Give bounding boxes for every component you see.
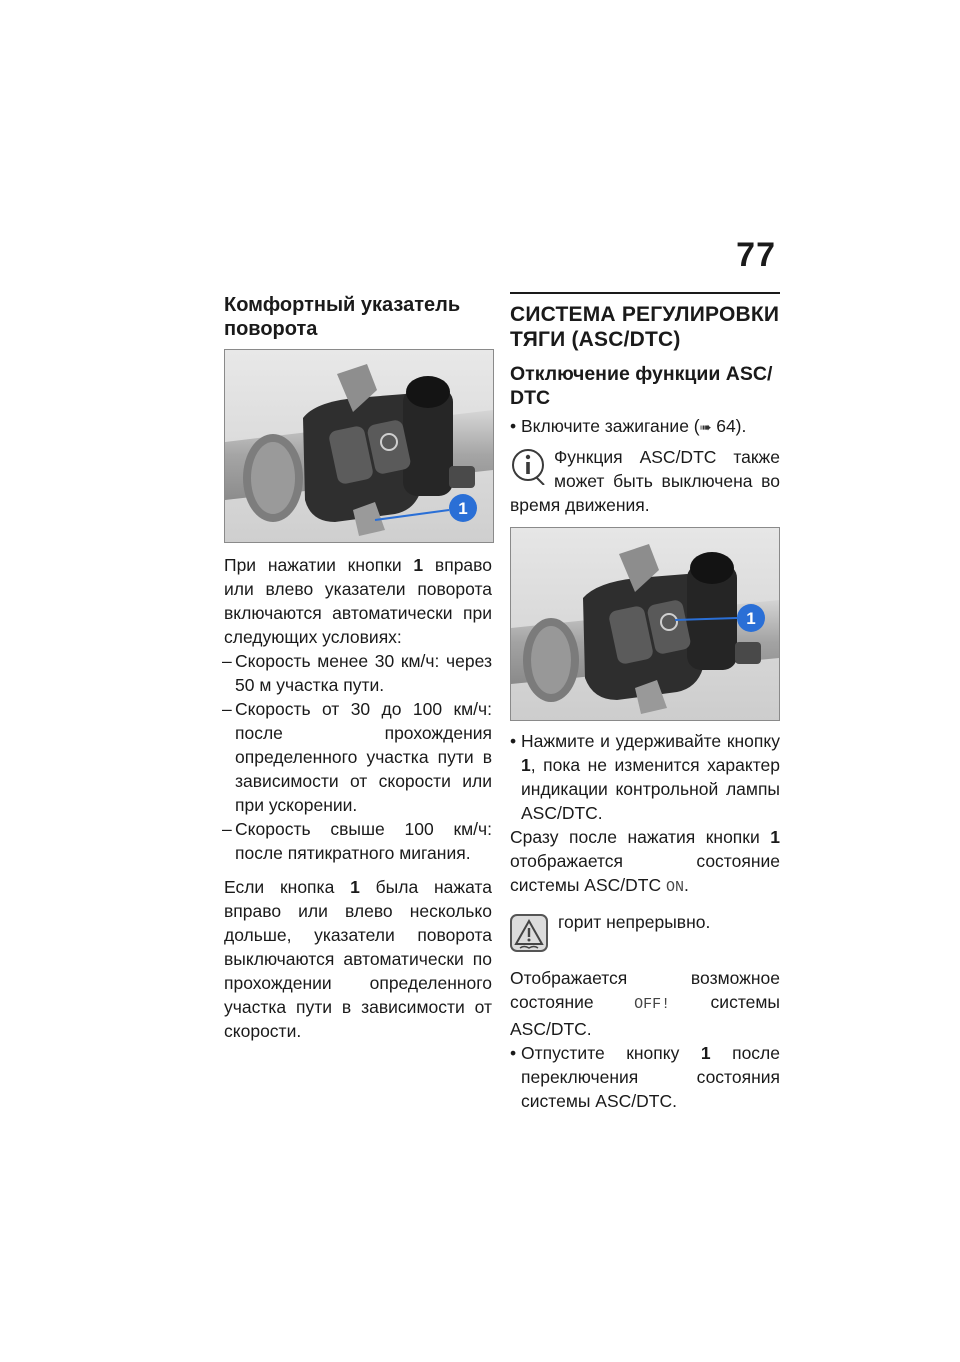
condition-item: – Скорость свыше 100 км/ч: после пятикратного мигания. xyxy=(222,819,492,863)
status-off-paragraph: Отображается возможное состояние OFF! системы ASC/DTC. xyxy=(510,968,780,1039)
section-divider xyxy=(510,292,780,294)
step-press-hold: • Нажмите и удерживайте кнопку 1, пока не изменится характер индикации контрольной лампы ASC/DTC. xyxy=(510,731,780,823)
status-on-paragraph: Сразу после нажатия кнопки 1 отображается состояние системы ASC/DTC ON. xyxy=(510,827,780,896)
subheading-disable-asc-dtc: Отключение функции ASC/ DTC xyxy=(510,363,773,409)
callout-1: 1 xyxy=(746,609,756,628)
warning-lamp-note: горит непрерывно. xyxy=(510,910,780,956)
long-press-paragraph: Если кнопка 1 была нажата вправо или влево несколько дольше, указатели поворота выключаются автоматически по прохождении определенного участка пути в зависимости от скорости. xyxy=(224,877,492,1041)
asc-dtc-warning-lamp-icon xyxy=(510,914,548,952)
left-column xyxy=(224,290,492,1043)
asc-dtc-button-illustration xyxy=(511,528,779,720)
heading-comfort-turn-signal: Комфортный указатель поворота xyxy=(224,294,461,340)
callout-1: 1 xyxy=(458,499,468,518)
section-title-asc-dtc: СИСТЕМА РЕГУЛИРОВКИ ТЯГИ (ASC/DTC) xyxy=(510,303,780,351)
intro-paragraph: При нажатии кнопки 1 вправо или влево указатели поворота включаются автоматически при следующих условиях: xyxy=(224,555,492,647)
condition-item: – Скорость менее 30 км/ч: через 50 м участка пути. xyxy=(222,651,492,695)
handlebar-switch-photo xyxy=(224,349,494,543)
page-number: 77 xyxy=(736,236,776,274)
asc-dtc-button-photo xyxy=(510,527,780,721)
page-ref-arrow-icon: ➠ xyxy=(699,419,712,435)
info-icon xyxy=(510,447,546,485)
condition-item: – Скорость от 30 до 100 км/ч: после прохождения определенного участка пути в зависимости от скорости или при ускорении. xyxy=(222,699,492,815)
handlebar-switch-illustration xyxy=(225,350,493,542)
info-note: Функция ASC/DTC также может быть выключена во время движения. xyxy=(510,447,780,515)
step-ignition: • Включите зажигание (➠ 64). xyxy=(510,416,747,436)
right-column xyxy=(510,290,780,1113)
step-release: • Отпустите кнопку 1 после переключения состояния системы ASC/DTC. xyxy=(510,1043,781,1111)
